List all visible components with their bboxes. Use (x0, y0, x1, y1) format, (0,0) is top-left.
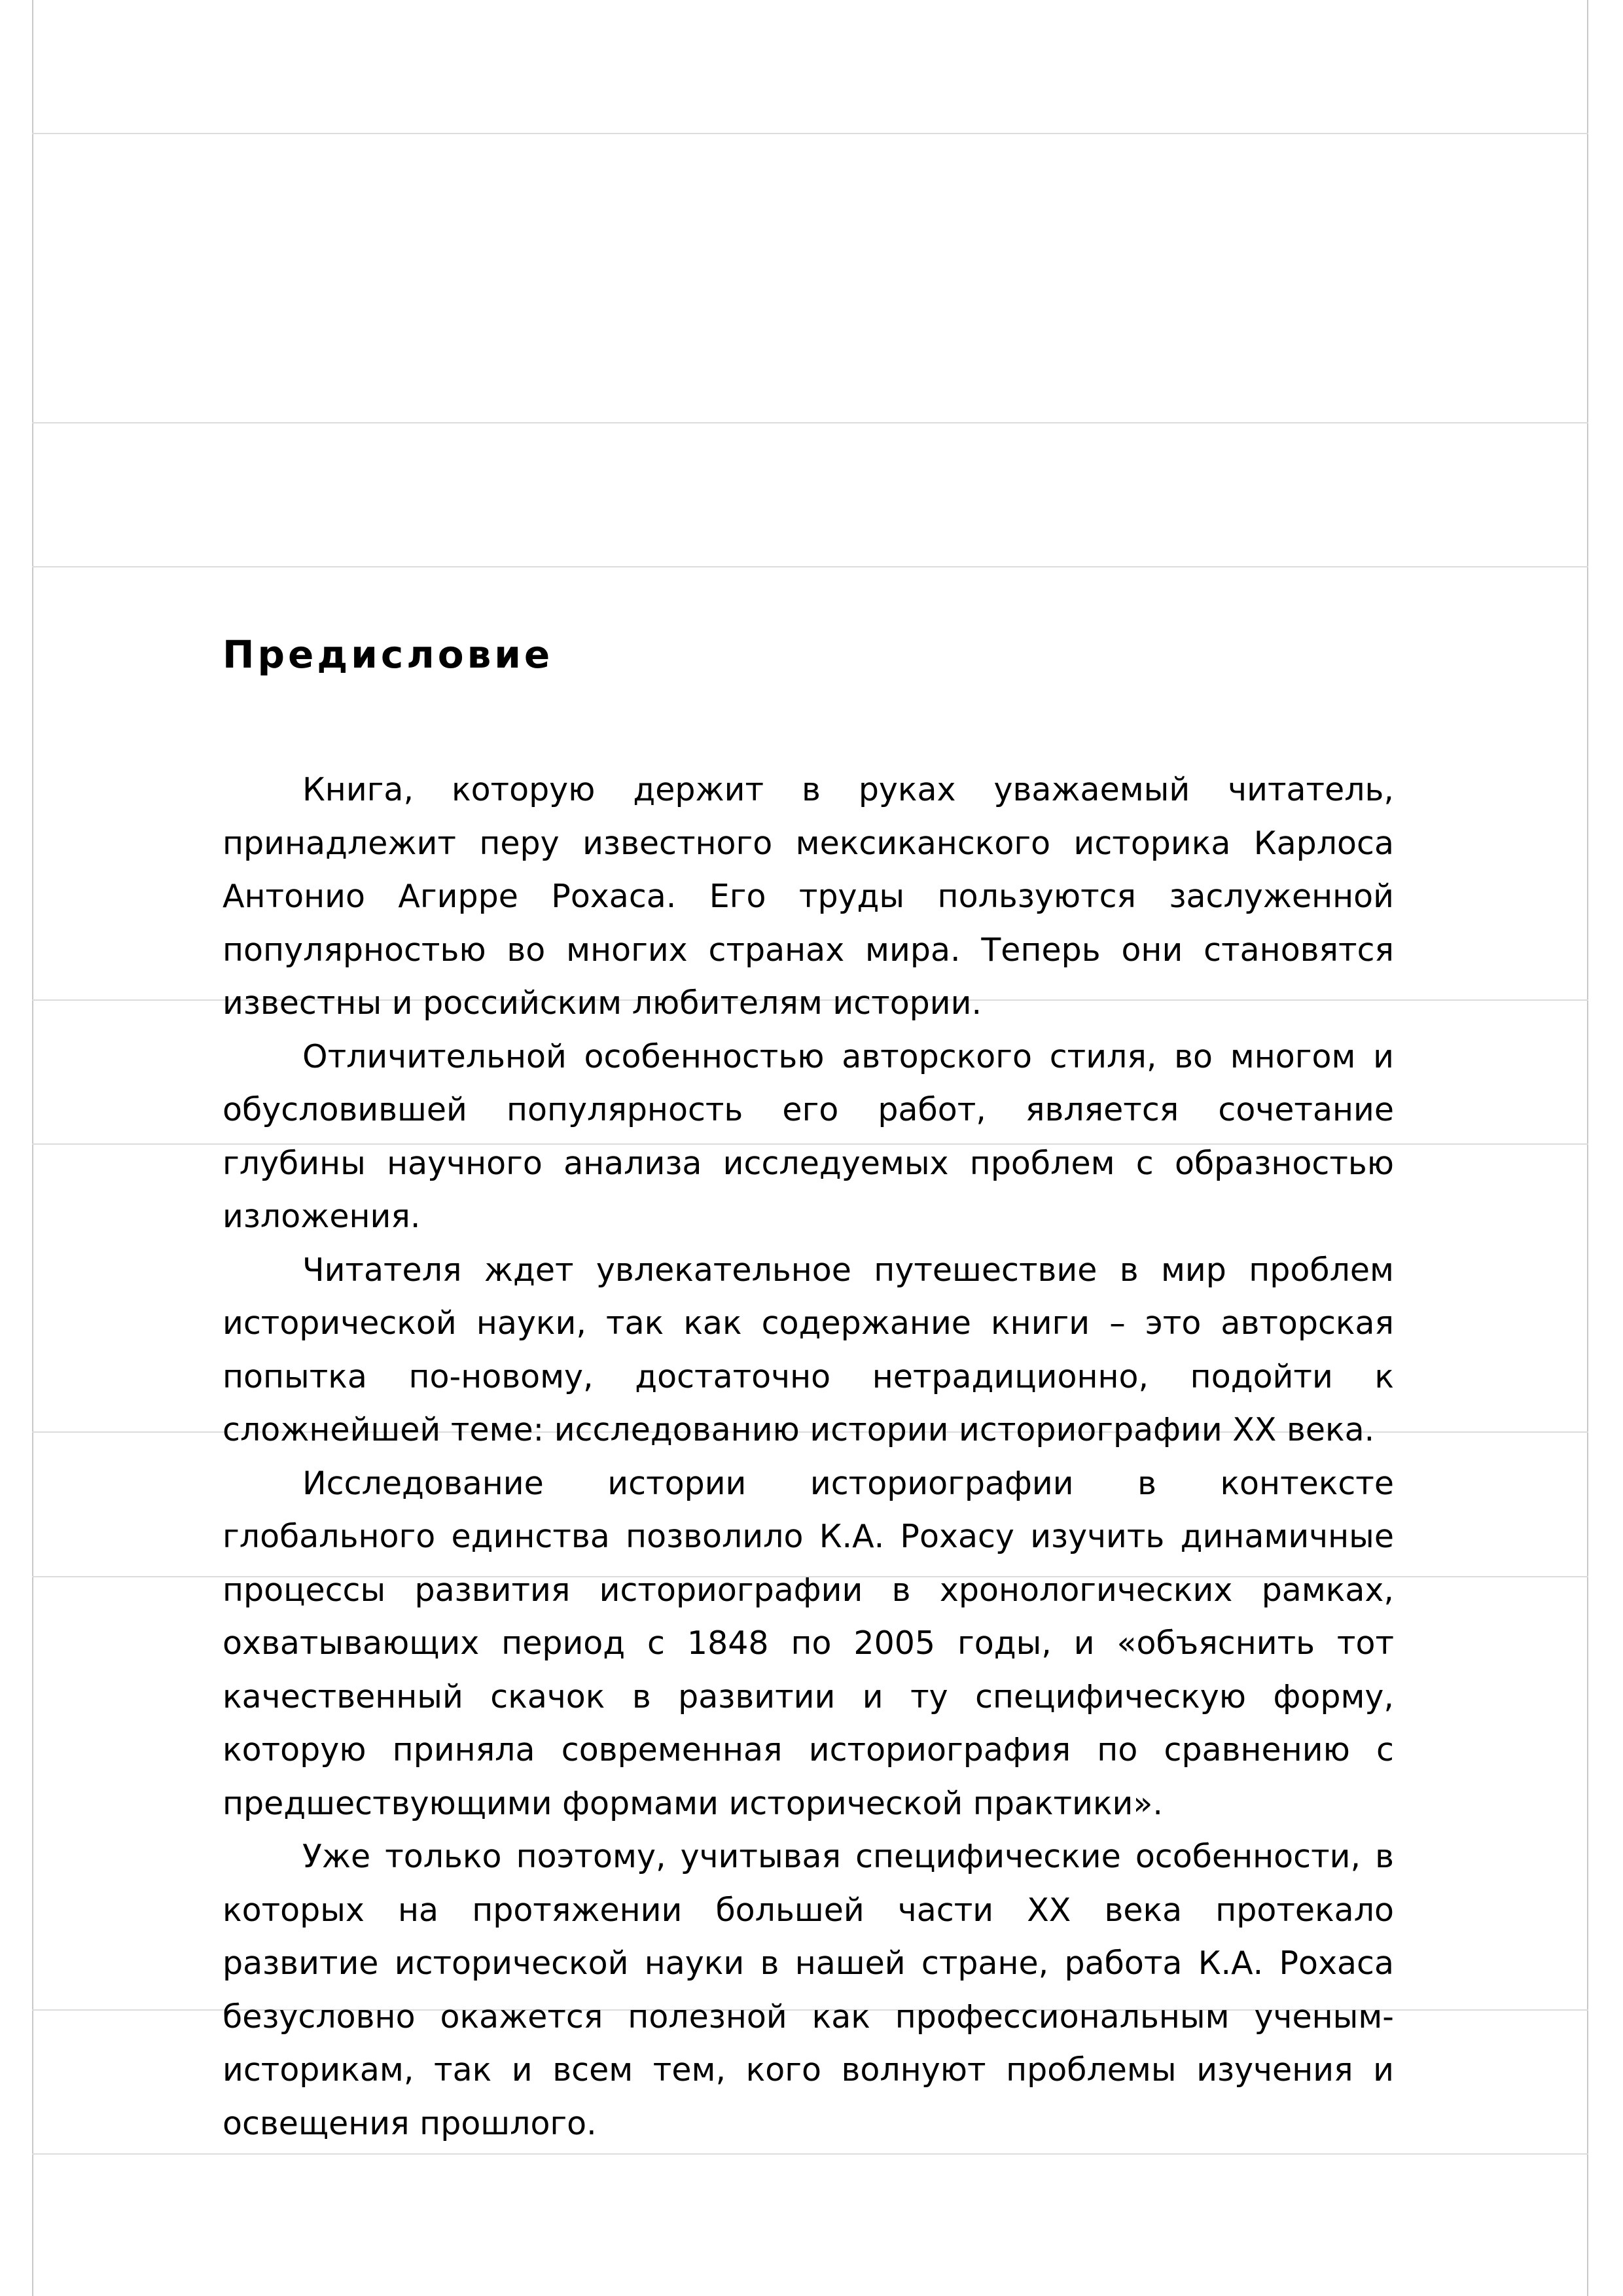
paragraph: Уже только поэтому, учитывая специфические особенности, в которых на протяжении большей части XX века протекало развитие исторической науки в нашей стране, работа К.А. Рохаса безусловно окажется полезной как профессиональным ученым-историкам, так и всем тем, кого волнуют проблемы изучения и освещения прошлого. (223, 1838, 1394, 2142)
paragraph: Читателя ждет увлекательное путешествие в мир проблем исторической науки, так как содержание книги – это авторская попытка по-новому, достаточно нетрадиционно, подойти к сложнейшей теме: исследованию истории историографии XX века. (223, 1251, 1394, 1448)
scan-guide-line (32, 566, 1588, 567)
page-right-border (1587, 0, 1588, 2296)
paragraph: Книга, которую держит в руках уважаемый читатель, принадлежит перу известного мексиканского историка Карлоса Антонио Агирре Рохаса. Его труды пользуются заслуженной популярностью во многих странах мира. Теперь они становятся известны и российским любителям истории. (223, 771, 1394, 1022)
paragraph: Исследование истории историографии в контексте глобального единства позволило К.А. Рохасу изучить динамичные процессы развития историографии в хронологических рамках, охватывающих период с 1848 по 2005 годы, и «объяснить тот качественный скачок в развитии и ту специфическую форму, которую приняла современная историография по сравнению с предшествующими формами исторической практики». (223, 1464, 1394, 1822)
paragraph: Отличительной особенностью авторского стиля, во многом и обусловившей популярность его работ, является сочетание глубины научного анализа исследуемых проблем с образностью изложения. (223, 1037, 1394, 1235)
document-body (223, 628, 1394, 2150)
scan-guide-line (32, 422, 1588, 423)
page-left-border (32, 0, 33, 2296)
page-title: Предисловие (223, 632, 554, 677)
scan-guide-line (32, 133, 1588, 134)
scan-guide-line (32, 2153, 1588, 2155)
